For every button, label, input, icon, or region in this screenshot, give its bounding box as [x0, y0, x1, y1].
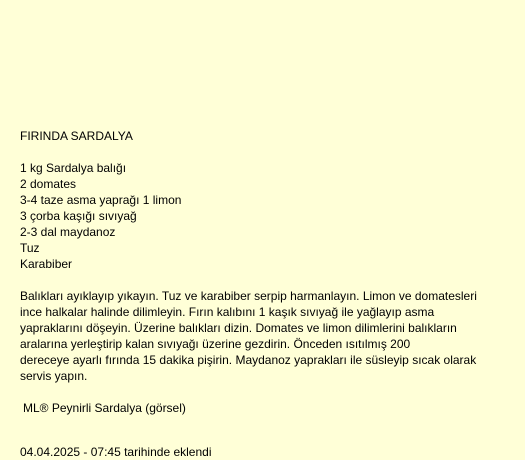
instruction-line: Balıkları ayıklayıp yıkayın. Tuz ve karabiber serpip harmanlayın. Limon ve domatesleri — [20, 289, 477, 303]
instruction-line: ince halkalar halinde dilimleyin. Fırın kalıbını 1 kaşık sıvıyağ ile yağlayıp asma — [20, 305, 435, 319]
instruction-line: aralarına yerleştirip kalan sıvıyağı üzerine gezdirin. Önceden ısıtılmış 200 — [20, 337, 411, 351]
instruction-line: servis yapın. — [20, 369, 88, 383]
ingredients-list — [20, 160, 500, 272]
ingredient-item: 3 çorba kaşığı sıvıyağ — [20, 209, 137, 223]
ingredient-item: 2-3 dal maydanoz — [20, 225, 116, 239]
related-recipe-link[interactable]: ML® Peynirli Sardalya (görsel) — [23, 401, 186, 415]
spacer — [20, 144, 500, 160]
ingredient-item: 1 kg Sardalya balığı — [20, 161, 127, 175]
ingredient-item: Tuz — [20, 241, 40, 255]
added-date-text: 04.04.2025 - 07:45 tarihinde eklendi — [20, 445, 212, 459]
recipe-title: FIRINDA SARDALYA — [20, 129, 133, 143]
ingredient-item: 3-4 taze asma yaprağı 1 limon — [20, 193, 182, 207]
spacer — [20, 384, 500, 400]
ingredient-item: Karabiber — [20, 257, 73, 271]
recipe-content — [20, 128, 500, 416]
ingredient-item: 2 domates — [20, 177, 77, 191]
spacer — [20, 272, 500, 288]
instructions-paragraph — [20, 288, 492, 384]
instruction-line: dereceye ayarlı fırında 15 dakika pişirin. Maydanoz yaprakları ile süsleyip sıcak olarak — [20, 353, 477, 367]
instruction-line: yapraklarını döşeyin. Üzerine balıkları dizin. Domates ve limon dilimlerini balıkların — [20, 321, 457, 335]
